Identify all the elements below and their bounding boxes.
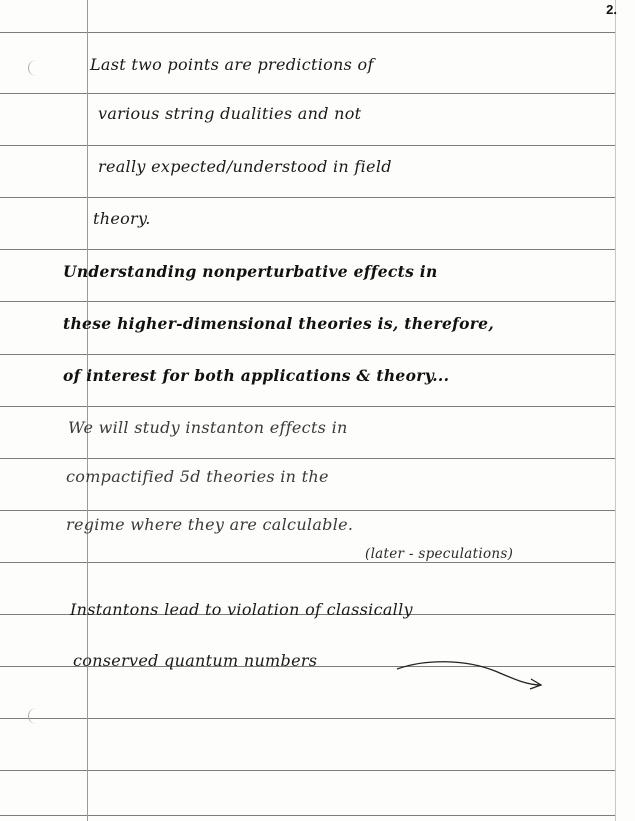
ruled-line: [0, 249, 615, 250]
handwritten-line: regime where they are calculable.: [66, 515, 354, 534]
handwritten-line: really expected/understood in field: [98, 157, 392, 176]
ruled-line: [0, 32, 615, 33]
handwritten-line: Last two points are predictions of: [90, 55, 374, 74]
ruled-line: [0, 197, 615, 198]
ruled-line: [0, 301, 615, 302]
handwritten-line: Instantons lead to violation of classically: [70, 600, 413, 619]
page-number: 2.: [606, 2, 617, 17]
handwritten-line: Understanding nonperturbative effects in: [63, 262, 438, 281]
ruled-line: [0, 562, 615, 563]
handwritten-line: We will study instanton effects in: [68, 418, 348, 437]
ruled-line: [0, 145, 615, 146]
handwritten-line: theory.: [93, 209, 151, 228]
binder-hole-mark: [28, 708, 41, 724]
arrow-icon: [395, 655, 545, 695]
ruled-line: [0, 354, 615, 355]
handwritten-line: conserved quantum numbers: [73, 651, 318, 670]
handwritten-line: various string dualities and not: [98, 104, 362, 123]
handwritten-line: compactified 5d theories in the: [66, 467, 329, 486]
binder-hole-mark: [28, 60, 41, 76]
handwritten-line: these higher-dimensional theories is, therefore,: [63, 314, 495, 333]
ruled-line: [0, 718, 615, 719]
ruled-line: [0, 815, 615, 816]
handwritten-line: of interest for both applications & theory...: [63, 366, 450, 385]
ruled-line: [0, 458, 615, 459]
ruled-line: [0, 93, 615, 94]
ruled-line: [0, 770, 615, 771]
handwritten-note: (later - speculations): [365, 546, 514, 562]
ruled-line: [0, 510, 615, 511]
ruled-line: [0, 406, 615, 407]
margin-line: [87, 0, 88, 821]
page-edge: [615, 0, 616, 821]
